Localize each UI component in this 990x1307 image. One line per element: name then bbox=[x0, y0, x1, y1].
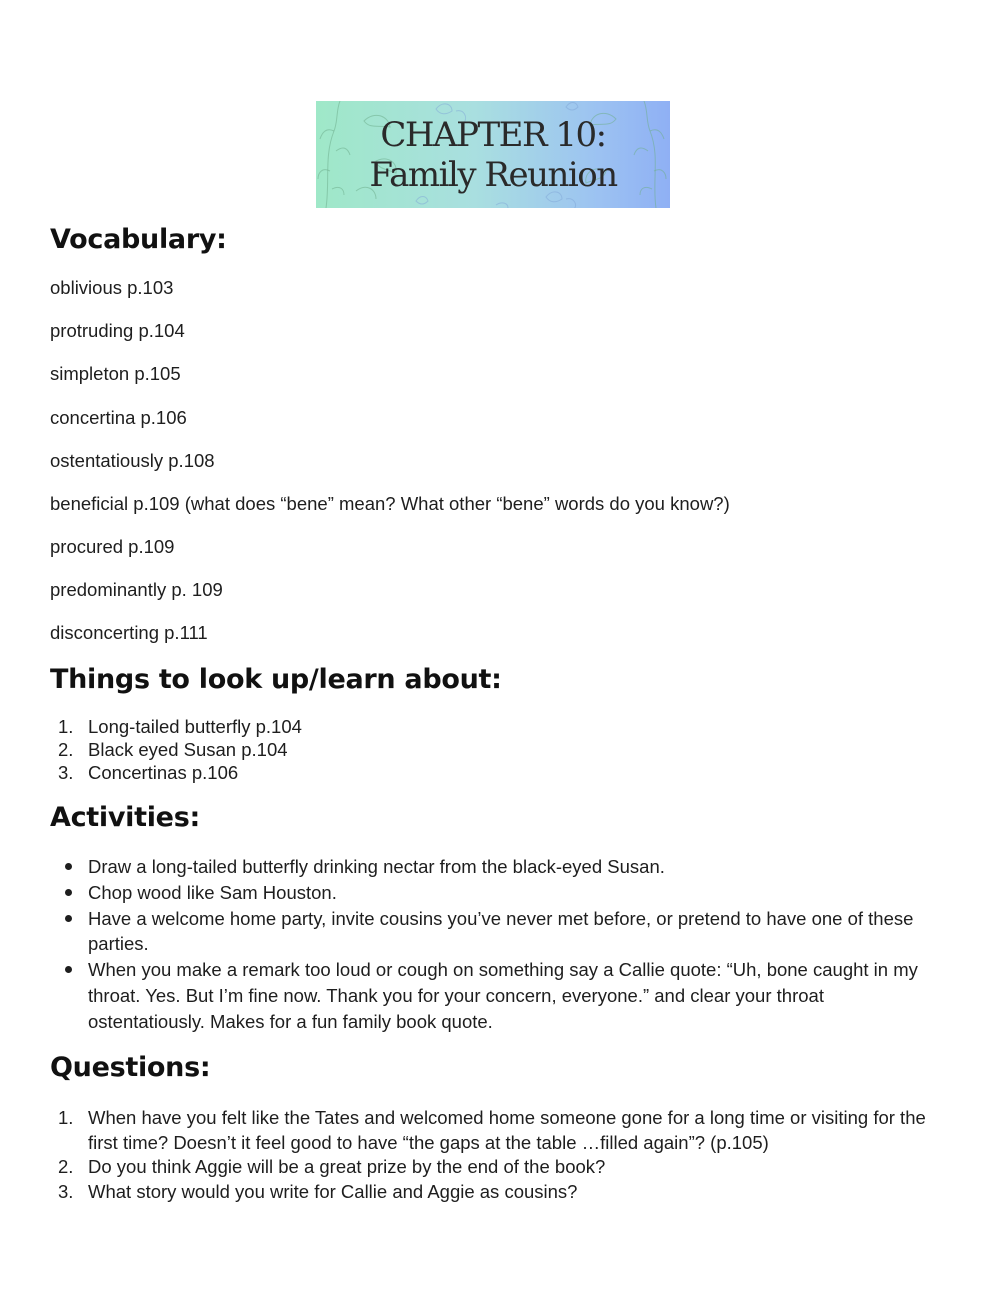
list-number: 2. bbox=[58, 1156, 74, 1178]
list-number: 1. bbox=[58, 1107, 74, 1128]
list-item bbox=[50, 1106, 930, 1155]
banner-chapter-number: CHAPTER 10: bbox=[380, 114, 606, 155]
bullet-icon bbox=[65, 889, 72, 896]
vocabulary-heading: Vocabulary: bbox=[50, 224, 227, 255]
list-item bbox=[50, 1180, 930, 1205]
list-item bbox=[50, 906, 940, 958]
list-item bbox=[50, 716, 930, 739]
list-item bbox=[50, 854, 940, 880]
activities-list bbox=[50, 854, 940, 1035]
look-up-list bbox=[50, 716, 930, 784]
list-number: 3. bbox=[58, 1180, 74, 1202]
vocab-item: ostentatiously p.108 bbox=[50, 450, 215, 471]
list-text: Chop wood like Sam Houston. bbox=[88, 881, 337, 903]
list-item bbox=[50, 762, 930, 785]
list-text: Concertinas p.106 bbox=[88, 761, 239, 783]
vocab-item: oblivious p.103 bbox=[50, 277, 174, 298]
list-item bbox=[50, 1155, 930, 1180]
vocab-item: predominantly p. 109 bbox=[50, 579, 223, 600]
vocab-item: concertina p.106 bbox=[50, 407, 187, 428]
look-up-heading: Things to look up/learn about: bbox=[50, 664, 502, 695]
list-item bbox=[50, 880, 940, 906]
list-number: 3. bbox=[58, 761, 74, 783]
list-text: Have a welcome home party, invite cousins you’ve never met before, or pretend to have one of these parties. bbox=[88, 907, 914, 955]
vocab-item: procured p.109 bbox=[50, 536, 175, 557]
vocab-item: simpleton p.105 bbox=[50, 363, 181, 384]
bullet-icon bbox=[65, 966, 72, 973]
vocab-item: disconcerting p.111 bbox=[50, 622, 208, 643]
questions-heading: Questions: bbox=[50, 1052, 211, 1083]
list-item bbox=[50, 957, 940, 1034]
list-number: 1. bbox=[58, 716, 74, 737]
list-text: Long-tailed butterfly p.104 bbox=[88, 716, 302, 737]
bullet-icon bbox=[65, 863, 72, 870]
list-text: When have you felt like the Tates and welcomed home someone gone for a long time or visiting for the first time? Doesn’t it feel good to have “the gaps at the table …filled again”? (p.105) bbox=[88, 1107, 926, 1153]
list-text: Do you think Aggie will be a great prize by the end of the book? bbox=[88, 1156, 606, 1178]
chapter-banner bbox=[316, 101, 670, 208]
bullet-icon bbox=[65, 915, 72, 922]
questions-list bbox=[50, 1106, 930, 1204]
list-text: What story would you write for Callie and Aggie as cousins? bbox=[88, 1180, 578, 1202]
list-text: Black eyed Susan p.104 bbox=[88, 738, 288, 760]
vocab-item: beneficial p.109 (what does “bene” mean? What other “bene” words do you know?) bbox=[50, 493, 730, 514]
list-item bbox=[50, 739, 930, 762]
list-text: When you make a remark too loud or cough on something say a Callie quote: “Uh, bone caught in my throat. Yes. But I’m fine now. Thank you for your concern, everyone.” and clear your throat ostentatiously. Makes for a fun family book quote. bbox=[88, 959, 918, 1032]
activities-heading: Activities: bbox=[50, 802, 200, 833]
list-text: Draw a long-tailed butterfly drinking nectar from the black-eyed Susan. bbox=[88, 856, 665, 877]
vocab-item: protruding p.104 bbox=[50, 320, 185, 341]
banner-chapter-title: Family Reunion bbox=[369, 154, 617, 195]
list-number: 2. bbox=[58, 738, 74, 760]
